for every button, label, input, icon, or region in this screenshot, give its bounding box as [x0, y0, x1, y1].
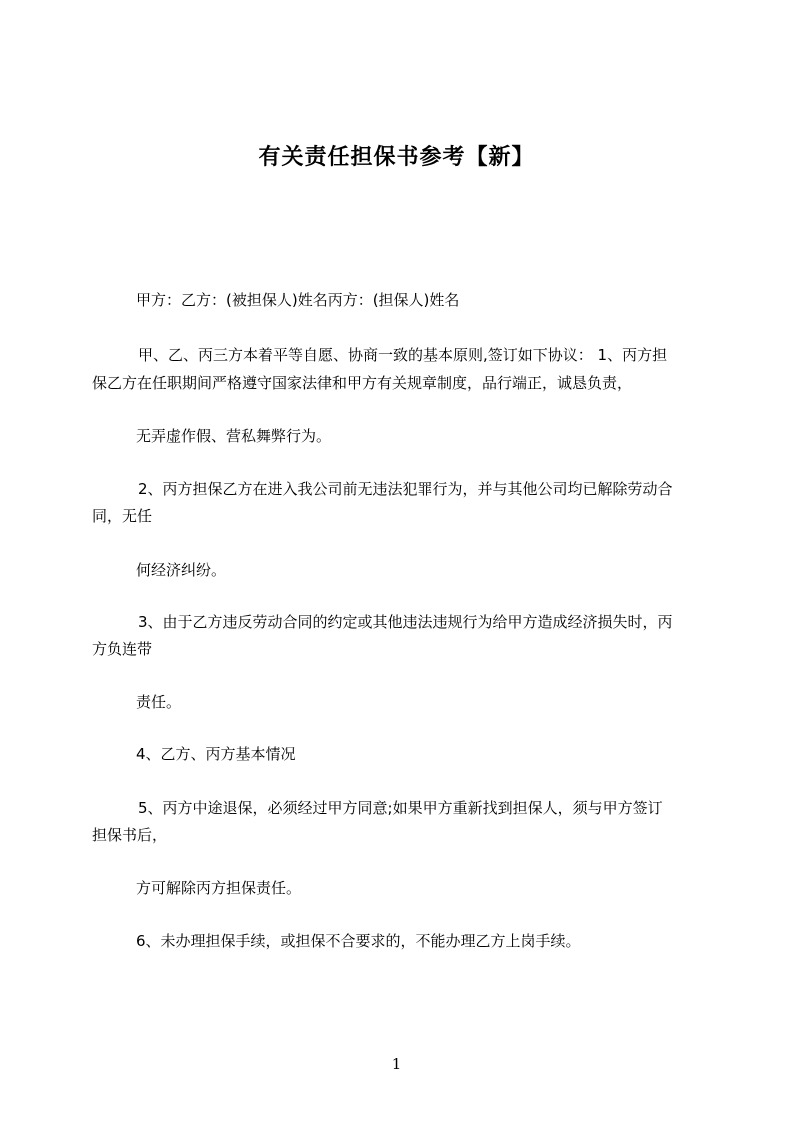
item6-line: 6、未办理担保手续，或担保不合要求的，不能办理乙方上岗手续。 — [136, 932, 581, 950]
item3-line-2: 方负连带 — [92, 640, 153, 658]
intro-line-3: 无弄虚作假、营私舞弊行为。 — [136, 427, 332, 445]
page-number: 1 — [391, 1055, 402, 1073]
item2-line-1: 2、丙方担保乙方在进入我公司前无违法犯罪行为，并与其他公司均已解除劳动合 — [138, 480, 673, 498]
item3-line-3: 责任。 — [136, 693, 182, 711]
item5-line-3: 方可解除丙方担保责任。 — [136, 879, 302, 897]
item5-line-2: 担保书后， — [92, 826, 168, 844]
item4-line: 4、乙方、丙方基本情况 — [136, 745, 296, 763]
item2-line-2: 同，无任 — [92, 507, 153, 525]
item2-line-3: 何经济纠纷。 — [136, 561, 227, 579]
intro-line-1: 甲、乙、丙三方本着平等自愿、协商一致的基本原则,签订如下协议： 1、丙方担 — [138, 346, 668, 364]
intro-line-2: 保乙方在任职期间严格遵守国家法律和甲方有关规章制度，品行端正，诚恳负责， — [92, 374, 633, 392]
document-title: 有关责任担保书参考【新】 — [258, 145, 535, 170]
item5-line-1: 5、丙方中途退保，必须经过甲方同意;如果甲方重新找到担保人，须与甲方签订 — [138, 799, 663, 817]
parties-line: 甲方：乙方：(被担保人)姓名丙方：(担保人)姓名 — [136, 291, 460, 309]
item3-line-1: 3、由于乙方违反劳动合同的约定或其他违法违规行为给甲方造成经济损失时，丙 — [138, 613, 673, 631]
